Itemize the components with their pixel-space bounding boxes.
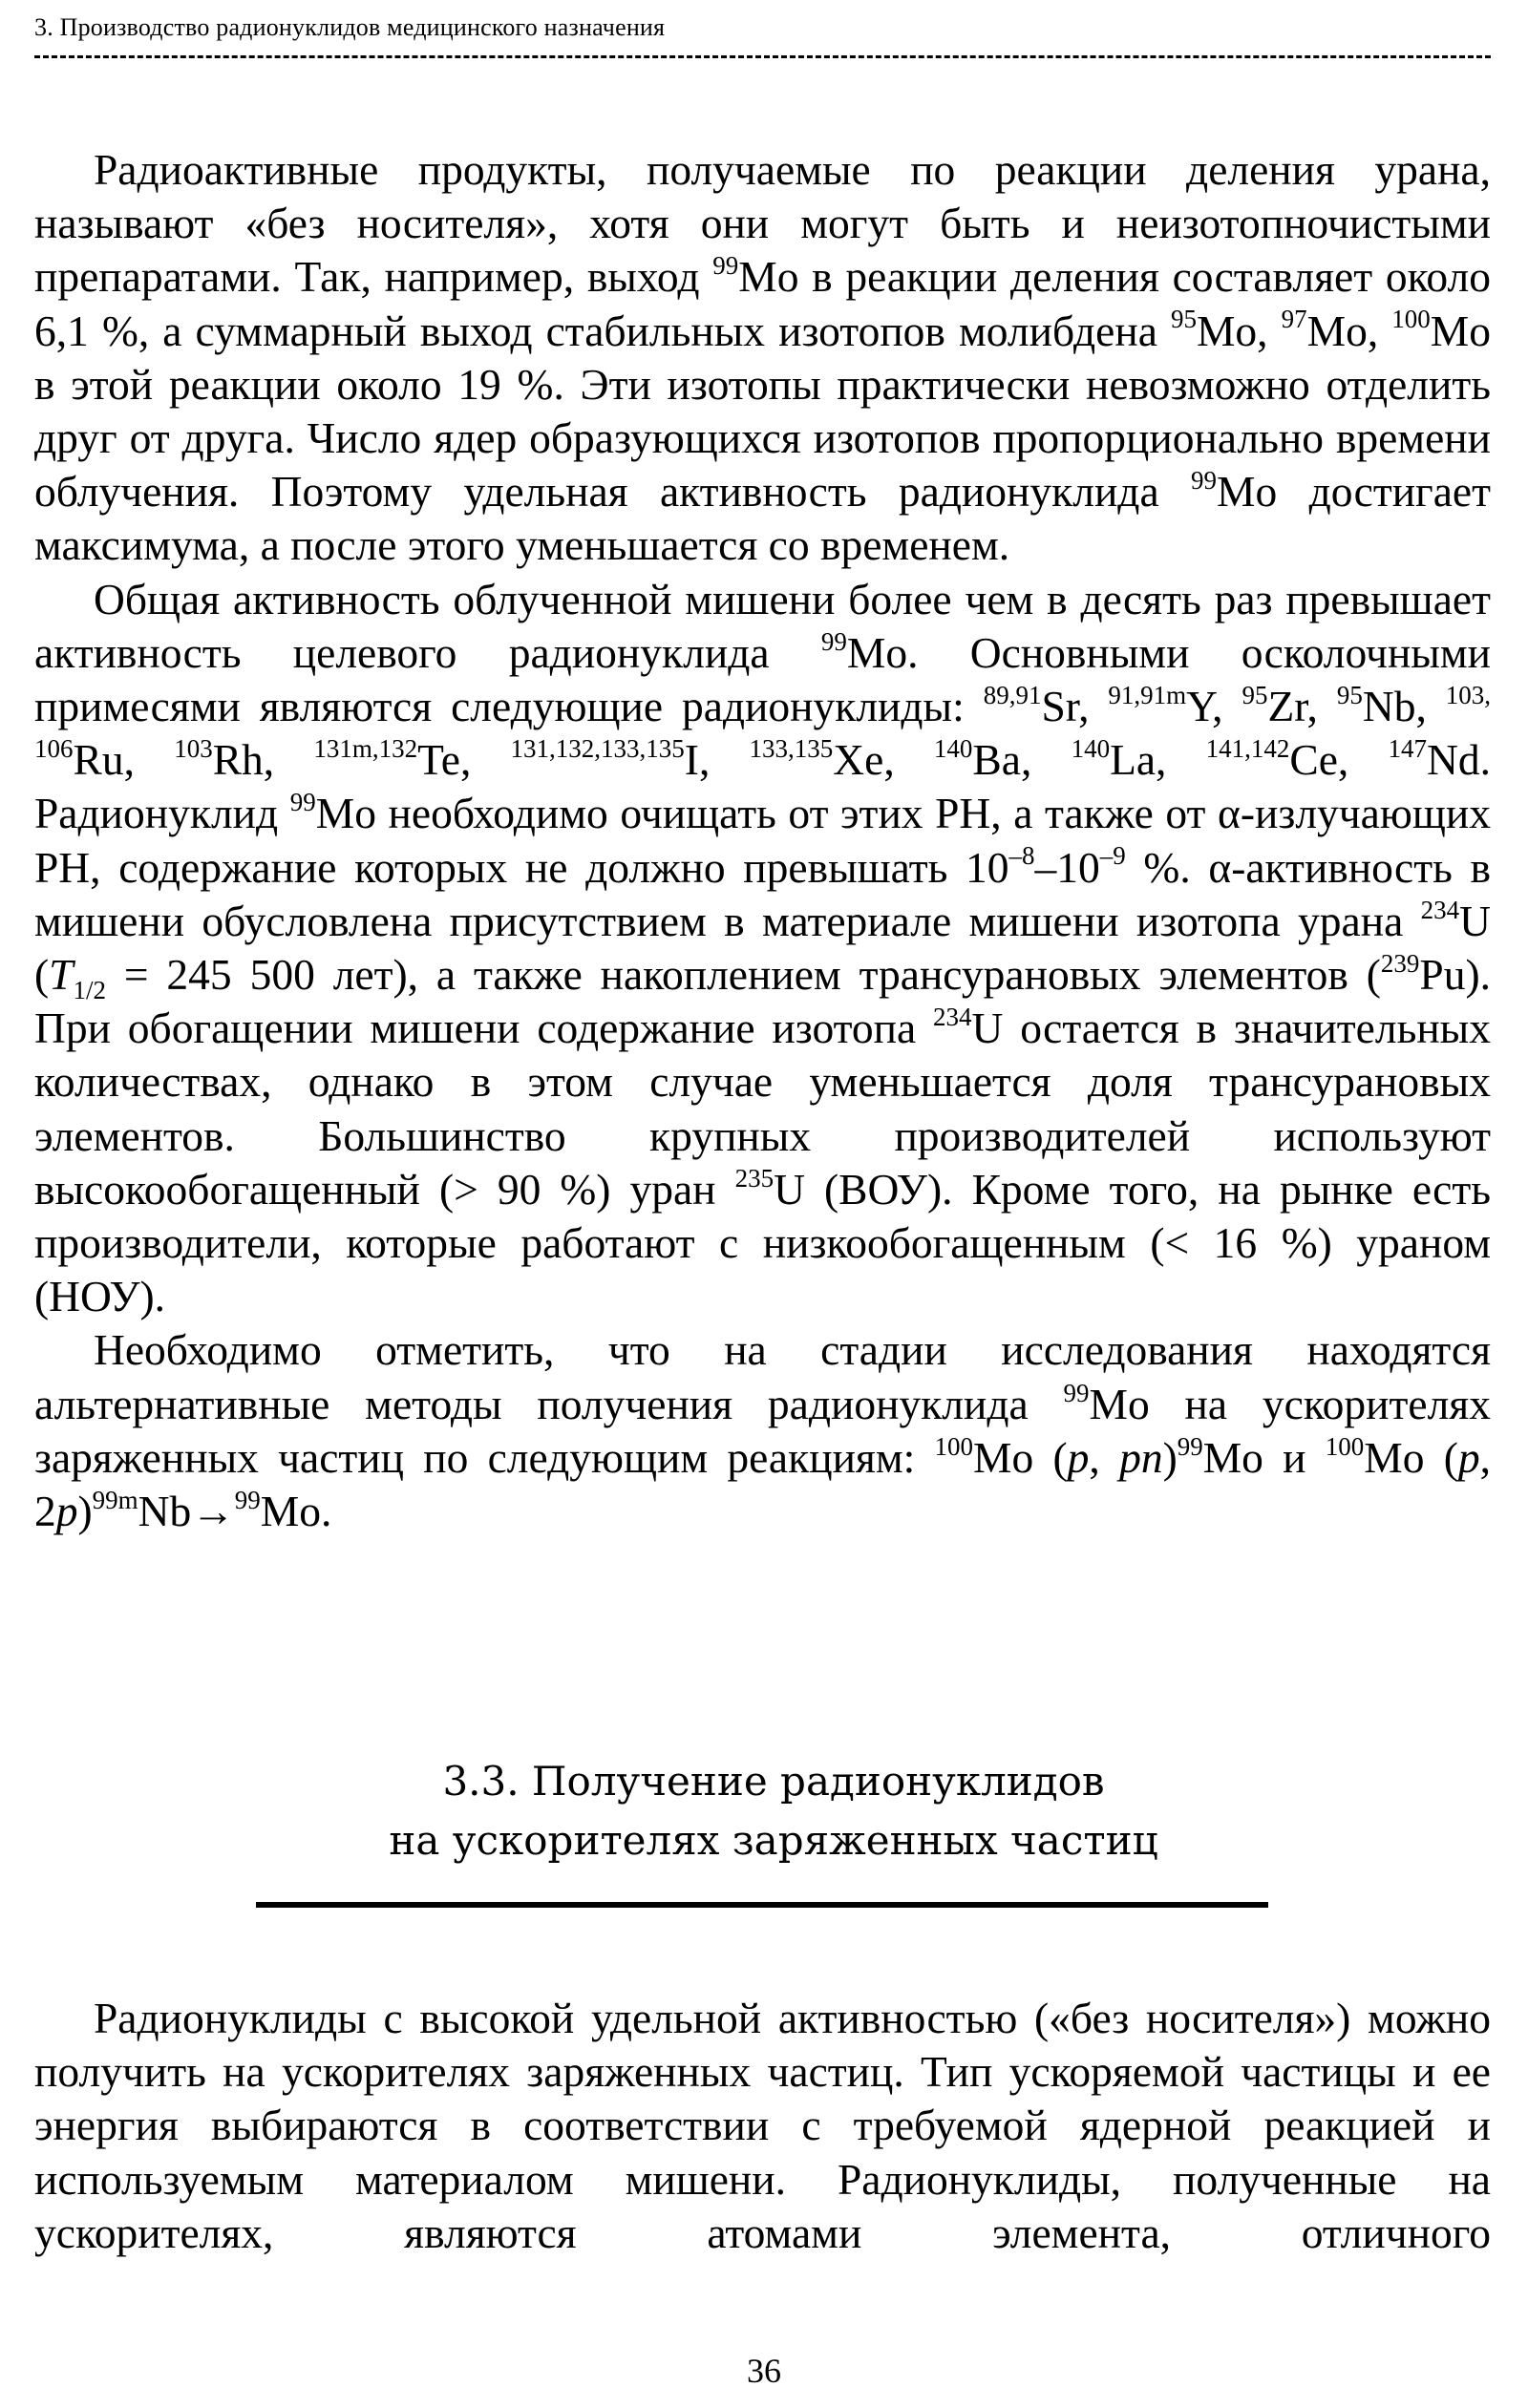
superscript: 140 xyxy=(1071,734,1111,764)
superscript: 99 xyxy=(1191,466,1218,496)
superscript: 100 xyxy=(1325,1431,1365,1461)
superscript: 95 xyxy=(1170,305,1197,334)
superscript: –9 xyxy=(1099,841,1126,871)
superscript: 100 xyxy=(934,1431,974,1461)
italic-symbol: pn xyxy=(1119,1432,1163,1482)
running-head: 3. Производство радионуклидов медицинского назначения xyxy=(34,13,666,41)
superscript: 234 xyxy=(933,1003,972,1032)
section-heading-line-1: 3.3. Получение радионуклидов xyxy=(442,1758,1105,1805)
superscript: 100 xyxy=(1391,305,1431,334)
superscript: 99 xyxy=(712,251,739,281)
superscript: 131m,132 xyxy=(313,734,418,764)
superscript: 95 xyxy=(1242,680,1268,709)
paragraph: Радионуклиды с высокой удельной активностью («без носителя») можно получить на ускорителях заряженных частиц. Тип ускоряемой частицы и ее энергия выбираются в соответствии с требуемой ядерной реакцией и используемым материалом мишени. Радионуклиды, полученные на ускорителях, являются атомами элемента, отличного xyxy=(34,1994,1491,2257)
superscript: 239 xyxy=(1380,948,1420,978)
superscript: 234 xyxy=(1420,895,1460,924)
superscript: 140 xyxy=(933,734,973,764)
superscript: 99 xyxy=(820,626,847,656)
superscript: 95 xyxy=(1336,680,1363,709)
section-heading xyxy=(267,1752,1280,1870)
paragraph: Радиоактивные продукты, получаемые по реакции деления урана, называют «без носителя», хотя они могут быть и неизотопночистыми препаратами. Так, например, выход $^{99}$Mo в реакции деления составляет около 6,1 %, а суммарный выход стабильных изотопов молибдена $^{95}$Mo, $^{97}$Mo, $^{100}$Mo в этой реакции около 19 %. Эти изотопы практически невозможно отделить друг от друга. Число ядер образующихся изотопов пропорционально времени облучения. Поэтому удельная активность радионуклида $^{99}$Mo достигает максимума, а после этого уменьшается со временем. xyxy=(34,145,1492,570)
section-heading-rule xyxy=(256,1902,1268,1908)
superscript: 99 xyxy=(289,788,316,817)
superscript: –8 xyxy=(1008,841,1035,871)
superscript: 99 xyxy=(234,1485,261,1514)
running-head-divider xyxy=(34,55,1491,58)
superscript: 147 xyxy=(1388,734,1428,764)
italic-symbol: p xyxy=(55,1487,78,1536)
italic-symbol: p xyxy=(1457,1432,1480,1482)
page-number: 36 xyxy=(747,2352,781,2390)
superscript: 99 xyxy=(1063,1378,1090,1407)
body-text-continued xyxy=(34,1992,1491,2260)
superscript: 235 xyxy=(734,1163,775,1193)
superscript: 103, 106 xyxy=(34,680,1492,764)
superscript: 99m xyxy=(92,1485,138,1514)
italic-symbol: T xyxy=(49,950,74,1000)
superscript: 97 xyxy=(1281,305,1307,334)
superscript: 99 xyxy=(1177,1431,1203,1461)
section-heading-line-2: на ускорителях заряженных частиц xyxy=(389,1817,1158,1864)
paragraph: Необходимо отметить, что на стадии исследования находятся альтернативные методы получения радионуклида $^{99}$Mo на ускорителях заряженных частиц по следующим реакциям: $^{100}$Mo (p, pn)$^{99}$Mo и $^{100}$Mo (p, 2p)$^{99m}$Nb→$^{99}$Mo. xyxy=(34,1325,1492,1536)
superscript: 131,132,133,135 xyxy=(510,734,685,764)
superscript: 103 xyxy=(174,734,213,764)
superscript: 91,91m xyxy=(1108,680,1187,709)
body-text xyxy=(34,143,1491,1538)
superscript: 133,135 xyxy=(749,734,834,764)
subscript: 1/2 xyxy=(73,976,106,1005)
superscript: 89,91 xyxy=(983,680,1042,709)
paragraph: Общая активность облученной мишени более чем в десять раз превышает активность целевого радионуклида $^{99}$Mo. Основными осколочными примесями являются следующие радионуклиды: $^{89,91}$Sr, $^{91,91m}$Y, $^{95}$Zr, $^{95}$Nb, $^{103, 106}$Ru, $^{103}$Rh, $^{131m,132}$Te, $^{131,132,133,135}$I, $^{133,135}$Xe, $^{140}$Ba, $^{140}$La, $^{141,142}$Ce, $^{147}$Nd. Радионуклид $^{99}$Mo необходимо очищать от этих РН, а также от α-излучающих РН, содержание которых не должно превышать $10^{-8}-10^{-9}$ %. α-активность в мишени обусловлена присутствием в материале мишени изотопа урана $^{234}$U ($T_{1/2} = 245$ 500 лет), а также накоплением трансурановых элементов ($^{239}$Pu). При обогащении мишени содержание изотопа $^{234}$U остается в значительных количествах, однако в этом случае уменьшается доля трансурановых элементов. Большинство крупных производителей используют высокообогащенный (> 90 %) уран $^{235}$U (ВОУ). Кроме того, на рынке есть производители, которые работают с низкообогащенным (< 16 %) ураном (НОУ). xyxy=(34,574,1492,1321)
italic-symbol: p xyxy=(1067,1432,1090,1482)
superscript: 141,142 xyxy=(1205,734,1290,764)
